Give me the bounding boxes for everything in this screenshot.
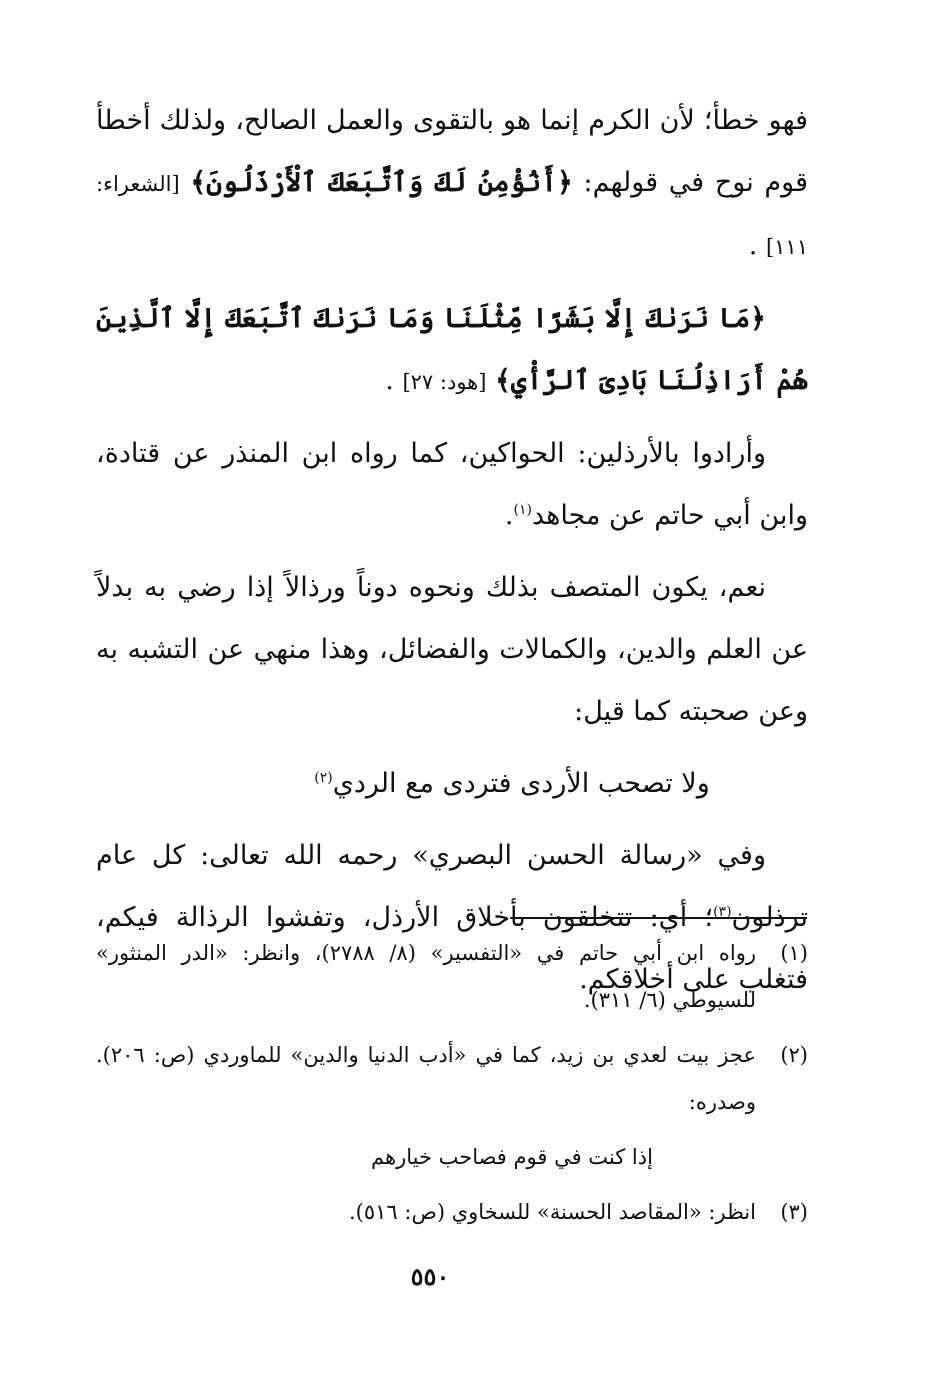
poetry-verse: [96, 753, 808, 815]
footnote-2-number: (٢): [780, 1043, 808, 1067]
poetry-verse-text: ولا تصحب الأردى فتردى مع الردي: [332, 768, 710, 799]
paragraph-3-end: .: [504, 500, 514, 531]
footnote-marker-1[interactable]: (١): [513, 502, 532, 518]
footnote-2-text: عجز بيت لعدي بن زيد، كما في «أدب الدنيا والدين» للماوردي (ص: ٢٠٦). وصدره:: [96, 1043, 756, 1114]
page-number: ٥٥٠: [410, 1262, 450, 1291]
footnote-2-verse: إذا كنت في قوم فصاحب خيارهم: [371, 1145, 653, 1169]
paragraph-4-text: نعم، يكون المتصف بذلك ونحوه دوناً ورذالاً إذا رضي به بدلاً عن العلم والدين، والكمالات والفضائل، وهذا منهي عن التشبه به وعن صحبته كما قيل:: [96, 572, 808, 727]
footnote-3-number: (٣): [780, 1200, 808, 1224]
paragraph-1-end: .: [748, 230, 758, 261]
footnote-3-text: انظر: «المقاصد الحسنة» للسخاوي (ص: ٥١٦).: [348, 1200, 756, 1224]
paragraph-5-text: وفي «رسالة الحسن البصري» رحمه الله تعالى: كل عام ترذلون: [96, 840, 808, 933]
footnote-1: [96, 930, 808, 1024]
paragraph-3: [96, 423, 808, 547]
footnote-marker-3[interactable]: (٣): [713, 904, 732, 920]
paragraph-4: [96, 557, 808, 743]
quran-reference-hud: [هود: ٢٧]: [402, 370, 487, 394]
paragraph-5-rest: ؛ أي: تتخلقون بأخلاق الأرذل، وتفشوا الرذالة فيكم، فتغلب على أخلاقكم.: [96, 902, 808, 995]
paragraph-1-text: فهو خطأ؛ لأن الكرم إنما هو بالتقوى والعمل الصالح، ولذلك أخطأ قوم نوح في قولهم:: [96, 105, 808, 198]
paragraph-2-end: .: [385, 365, 394, 396]
quran-verse-shuara: ﴿أَنُؤْمِنُ لَكَ وَٱتَّبَعَكَ ٱلْأَرْذَلُونَ﴾: [190, 167, 573, 198]
footnotes-section: [96, 930, 808, 1244]
paragraph-2: [96, 288, 808, 413]
footnote-2: [96, 1032, 808, 1126]
footnote-1-number: (١): [780, 941, 808, 965]
paragraph-1: [96, 90, 808, 278]
footnote-divider: [510, 917, 807, 919]
quran-verse-hud: ﴿مَا نَرَىٰكَ إِلَّا بَشَرًا مِّثْلَنَا وَمَا نَرَىٰكَ ٱتَّبَعَكَ إِلَّا ٱلَّذِينَ هُمْ أَرَاذِلُنَا بَادِىَ ٱلرَّأْيِ﴾: [96, 303, 808, 396]
footnote-marker-2[interactable]: (٢): [314, 770, 333, 786]
paragraph-3-text: وأرادوا بالأرذلين: الحواكين، كما رواه ابن المنذر عن قتادة، وابن أبي حاتم عن مجاهد: [96, 438, 808, 531]
main-text: [96, 90, 808, 1021]
footnote-3: [96, 1189, 808, 1236]
quran-reference-shuara: [الشعراء: ١١١]: [96, 172, 808, 259]
footnote-1-text: رواه ابن أبي حاتم في «التفسير» (٨/ ٢٧٨٨)، وانظر: «الدر المنثور» للسيوطي (٦/ ٣١١).: [96, 941, 756, 1012]
